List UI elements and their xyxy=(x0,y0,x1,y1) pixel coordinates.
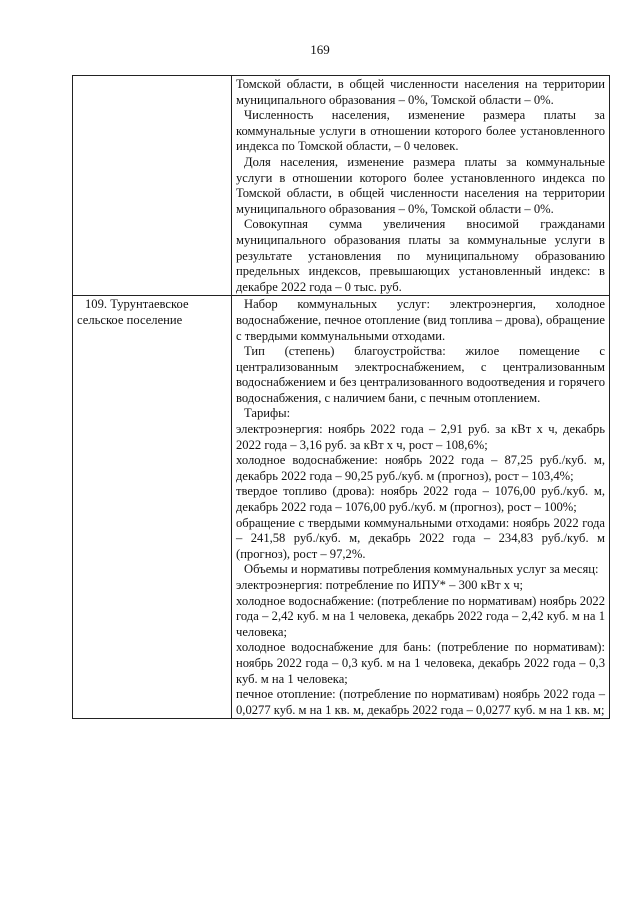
description-paragraph: Совокупная сумма увеличения вносимой гражданами муниципального образования платы за коммунальные услуги в результате установления по муниципальному образованию предельных индексов, превышающих установленный индекс: в декабре 2022 года – 0 тыс. руб. xyxy=(236,217,605,294)
description-cell xyxy=(232,296,610,719)
description-paragraph: Доля населения, изменение размера платы за коммунальные услуги в отношении которого более установленного индекса по Томской области, в общей численности населения на территории муниципального образования – 0%, Томской области – 0%. xyxy=(236,154,605,216)
description-paragraph: Тип (степень) благоустройства: жилое помещение с централизованным электроснабжением, с централизованным водоснабжением и без централизованного водоотведения и горячего водоснабжения, с наличием бани, с печным отоплением. xyxy=(236,344,605,405)
municipality-cell xyxy=(73,296,232,719)
description-paragraph: Объемы и нормативы потребления коммунальных услуг за месяц: xyxy=(244,562,599,577)
description-paragraph: холодное водоснабжение для бань: (потребление по нормативам): ноябрь 2022 года – 0,3 куб. м на 1 человека, декабрь 2022 года – 0,3 куб. м на 1 человека; xyxy=(236,640,605,686)
description-paragraph: Томской области, в общей численности населения на территории муниципального образования – 0%, Томской области – 0%. xyxy=(236,77,605,107)
table-row xyxy=(73,296,610,719)
municipality-name: 109. Турунтаевское сельское поселение xyxy=(77,297,189,327)
description-cell xyxy=(232,76,610,296)
description-paragraph: холодное водоснабжение: (потребление по нормативам) ноябрь 2022 года – 2,42 куб. м на 1 человека, декабрь 2022 года – 2,42 куб. м на 1 человека; xyxy=(236,593,605,639)
description-paragraph: обращение с твердыми коммунальными отходами: ноябрь 2022 года – 241,58 руб./куб. м, декабрь 2022 года – 234,83 руб./куб. м (прогноз), рост – 97,2%. xyxy=(236,515,605,561)
description-paragraph: Численность населения, изменение размера платы за коммунальные услуги в отношении которого более установленного индекса по Томской области, – 0 человек. xyxy=(236,108,605,154)
description-paragraph: электроэнергия: ноябрь 2022 года – 2,91 руб. за кВт x ч, декабрь 2022 года – 3,16 руб. за кВт x ч, рост – 108,6%; xyxy=(236,422,605,452)
description-paragraph: Набор коммунальных услуг: электроэнергия, холодное водоснабжение, печное отопление (вид топлива – дрова), обращение с твердыми коммунальными отходами. xyxy=(236,297,605,343)
municipality-cell xyxy=(73,76,232,296)
description-paragraph: Тарифы: xyxy=(244,406,291,421)
description-paragraph: печное отопление: (потребление по нормативам) ноябрь 2022 года – 0,0277 куб. м на 1 кв. м, декабрь 2022 года – 0,0277 куб. м на 1 кв. м; xyxy=(236,687,605,717)
description-paragraph: электроэнергия: потребление по ИПУ* – 300 кВт x ч; xyxy=(236,578,524,592)
description-paragraph: холодное водоснабжение: ноябрь 2022 года – 87,25 руб./куб. м, декабрь 2022 года – 90,25 руб./куб. м (прогноз), рост – 103,4%; xyxy=(236,453,605,483)
page-number: 169 xyxy=(310,42,330,57)
description-paragraph: твердое топливо (дрова): ноябрь 2022 года – 1076,00 руб./куб. м, декабрь 2022 года – 1076,00 руб./куб. м (прогноз), рост – 100%; xyxy=(236,484,605,515)
table-row xyxy=(73,76,610,296)
tariff-table xyxy=(72,75,610,719)
table-body xyxy=(73,76,610,719)
